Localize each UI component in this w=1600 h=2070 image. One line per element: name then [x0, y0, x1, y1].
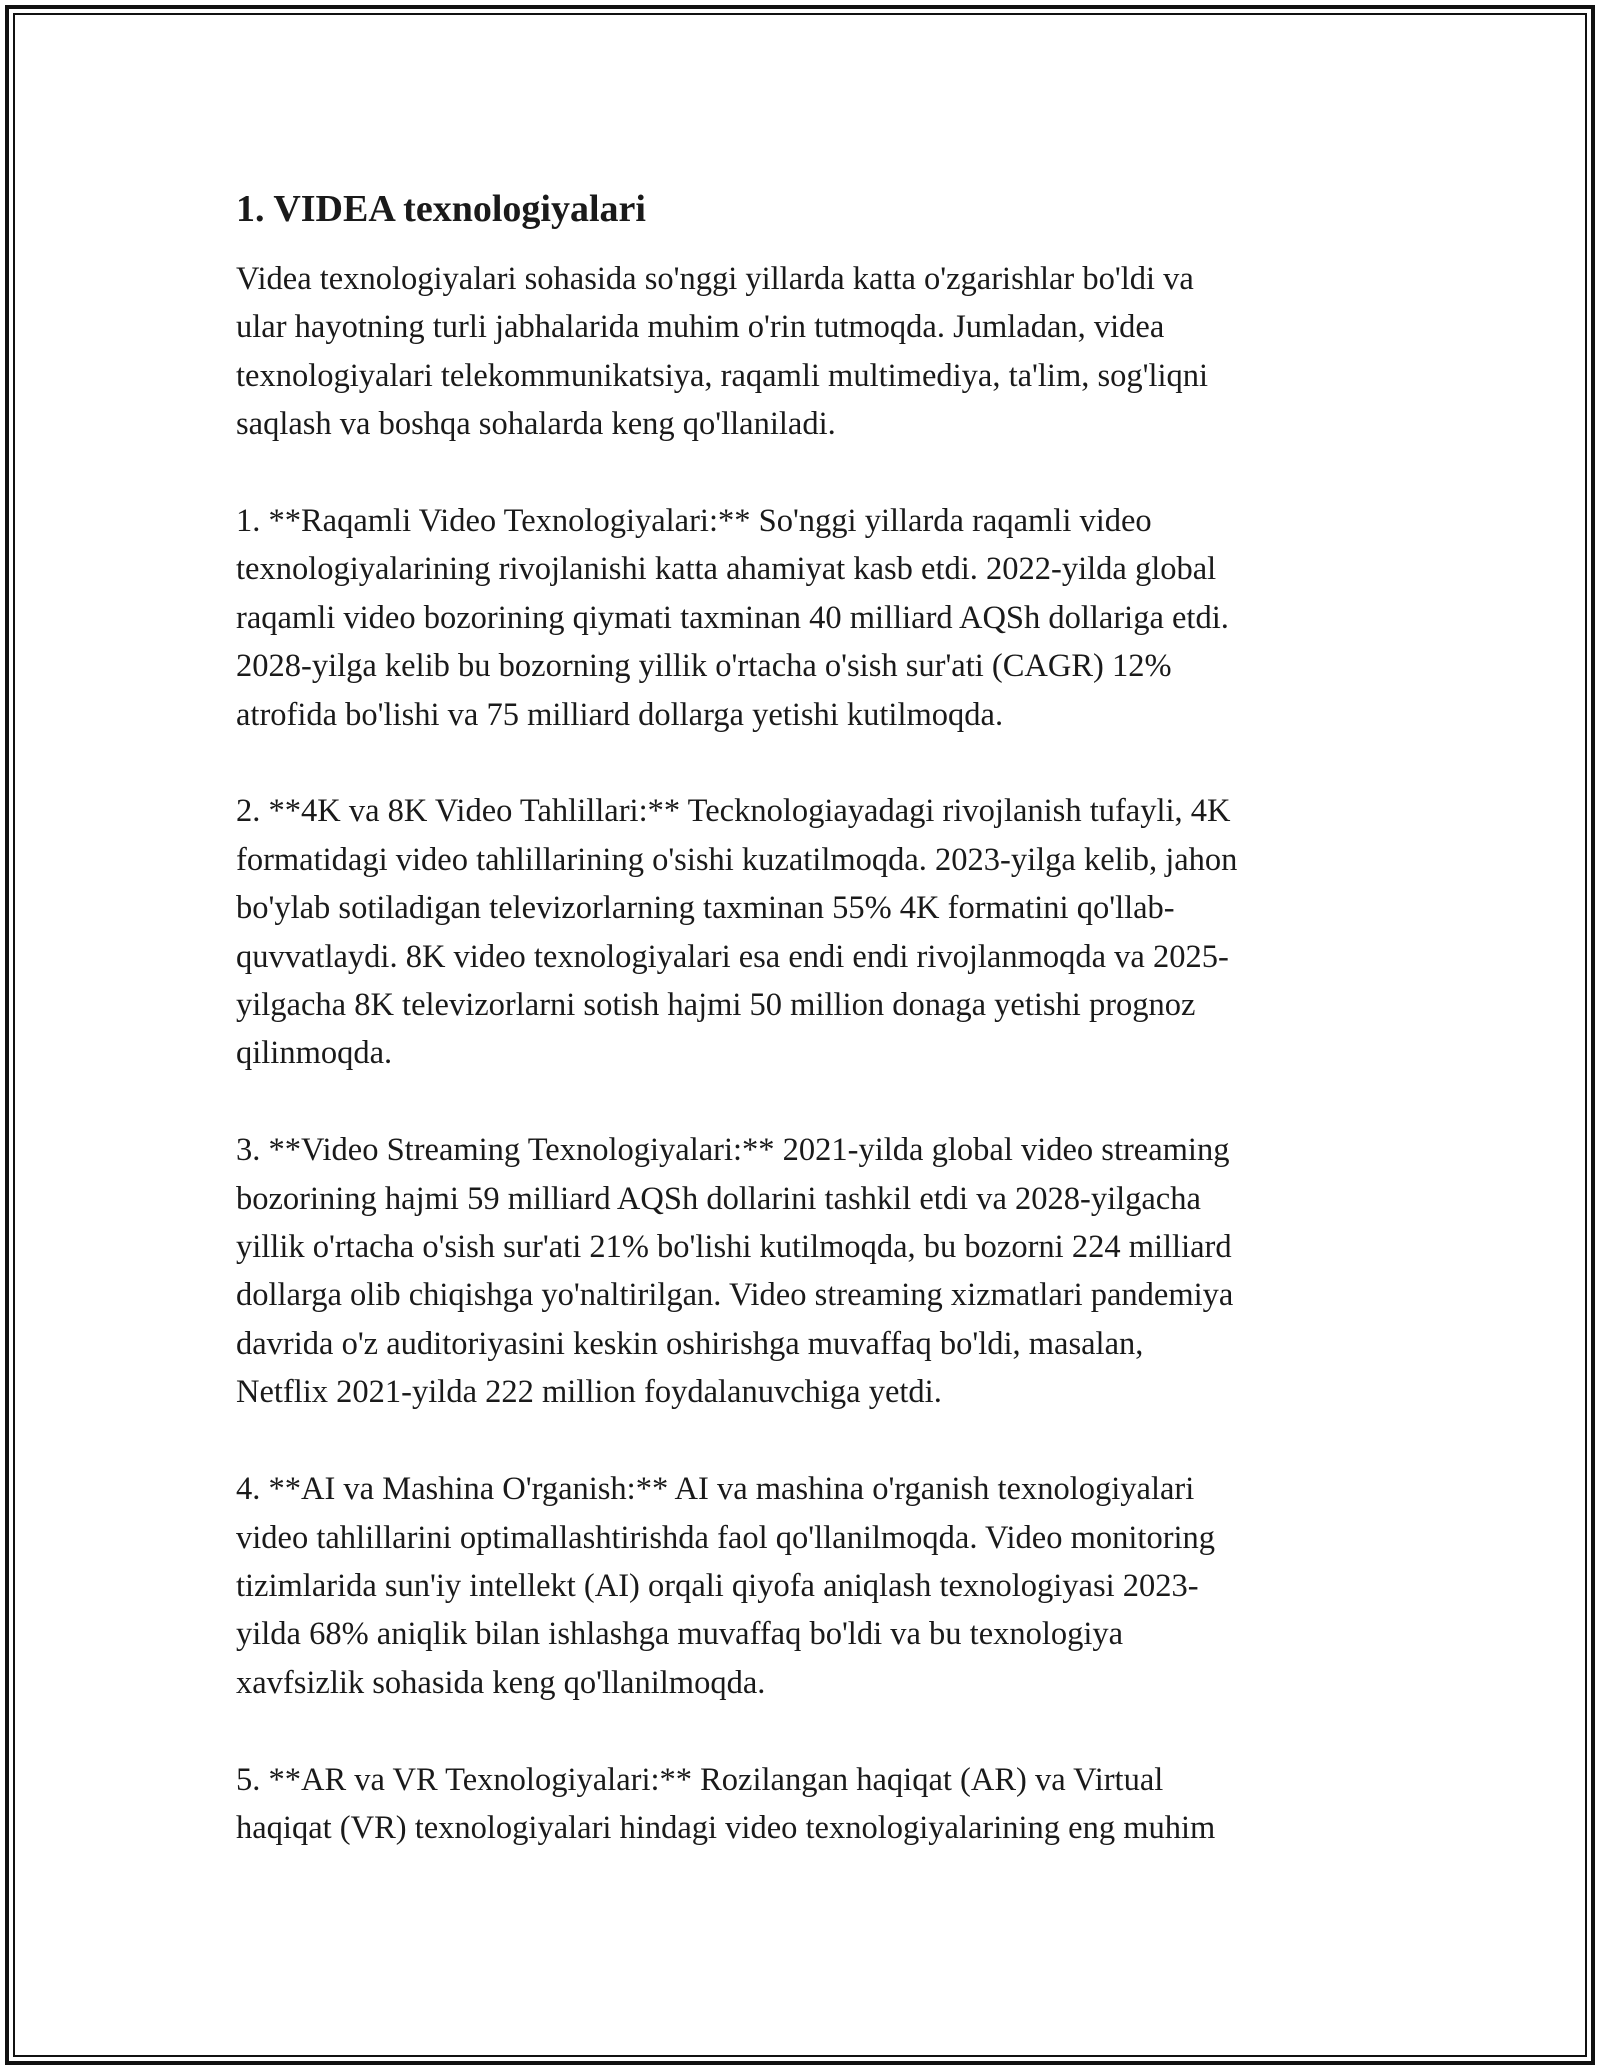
- intro-paragraph: [236, 255, 1368, 449]
- section-heading: 1. VIDEA texnologiyalari: [236, 188, 646, 230]
- text-line: formatidagi video tahlillarining o'sishi kuzatilmoqda. 2023-yilga kelib, jahon: [236, 841, 1238, 878]
- text-line: 3. **Video Streaming Texnologiyalari:** 2021-yilda global video streaming: [236, 1132, 1230, 1169]
- text-line: atrofida bo'lishi va 75 milliard dollarga yetishi kutilmoqda.: [236, 696, 1004, 733]
- text-line: 1. **Raqamli Video Texnologiyalari:** So'nggi yillarda raqamli video: [236, 503, 1152, 540]
- text-line: 2. **4K va 8K Video Tahlillari:** Tecknologiayadagi rivojlanish tufayli, 4K: [236, 793, 1231, 830]
- text-line: tizimlarida sun'iy intellekt (AI) orqali qiyofa aniqlash texnologiyasi 2023-: [236, 1567, 1199, 1604]
- text-line: 5. **AR va VR Texnologiyalari:** Rozilangan haqiqat (AR) va Virtual: [236, 1761, 1164, 1798]
- text-line: 2028-yilga kelib bu bozorning yillik o'rtacha o'sish sur'ati (CAGR) 12%: [236, 648, 1172, 685]
- text-line: bozorining hajmi 59 milliard AQSh dollarini tashkil etdi va 2028-yilgacha: [236, 1180, 1201, 1217]
- text-line: video tahlillarini optimallashtirishda faol qo'llanilmoqda. Video monitoring: [236, 1519, 1216, 1556]
- text-line: texnologiyalari telekommunikatsiya, raqamli multimediya, ta'lim, sog'liqni: [236, 357, 1209, 394]
- text-line: texnologiyalarining rivojlanishi katta ahamiyat kasb etdi. 2022-yilda global: [236, 551, 1217, 588]
- list-item-4-paragraph: [236, 1465, 1368, 1707]
- text-line: xavfsizlik sohasida keng qo'llanilmoqda.: [236, 1664, 766, 1701]
- list-item-5-paragraph: [236, 1756, 1368, 1853]
- text-line: raqamli video bozorining qiymati taxminan 40 milliard AQSh dollariga etdi.: [236, 599, 1229, 636]
- document-body: [236, 185, 1368, 1901]
- text-line: quvvatlaydi. 8K video texnologiyalari esa endi endi rivojlanmoqda va 2025-: [236, 938, 1229, 975]
- text-line: davrida o'z auditoriyasini keskin oshirishga muvaffaq bo'ldi, masalan,: [236, 1325, 1144, 1362]
- text-line: Netflix 2021-yilda 222 million foydalanuvchiga yetdi.: [236, 1374, 942, 1411]
- text-line: yillik o'rtacha o'sish sur'ati 21% bo'lishi kutilmoqda, bu bozorni 224 milliard: [236, 1229, 1232, 1266]
- text-line: 4. **AI va Mashina O'rganish:** AI va mashina o'rganish texnologiyalari: [236, 1471, 1195, 1508]
- list-item-3-paragraph: [236, 1126, 1368, 1416]
- text-line: bo'ylab sotiladigan televizorlarning taxminan 55% 4K formatini qo'llab-: [236, 890, 1175, 927]
- text-line: yilda 68% aniqlik bilan ishlashga muvaffaq bo'ldi va bu texnologiya: [236, 1616, 1124, 1653]
- text-line: ular hayotning turli jabhalarida muhim o'rin tutmoqda. Jumladan, videa: [236, 309, 1165, 346]
- list-item-1-paragraph: [236, 497, 1368, 739]
- list-item-2-paragraph: [236, 787, 1368, 1077]
- text-line: qilinmoqda.: [236, 1035, 393, 1072]
- text-line: yilgacha 8K televizorlarni sotish hajmi 50 million donaga yetishi prognoz: [236, 987, 1196, 1024]
- text-line: haqiqat (VR) texnologiyalari hindagi video texnologiyalarining eng muhim: [236, 1809, 1216, 1846]
- text-line: saqlash va boshqa sohalarda keng qo'llaniladi.: [236, 406, 836, 443]
- text-line: Videa texnologiyalari sohasida so'nggi yillarda katta o'zgarishlar bo'ldi va: [236, 261, 1194, 297]
- text-line: dollarga olib chiqishga yo'naltirilgan. Video streaming xizmatlari pandemiya: [236, 1277, 1234, 1314]
